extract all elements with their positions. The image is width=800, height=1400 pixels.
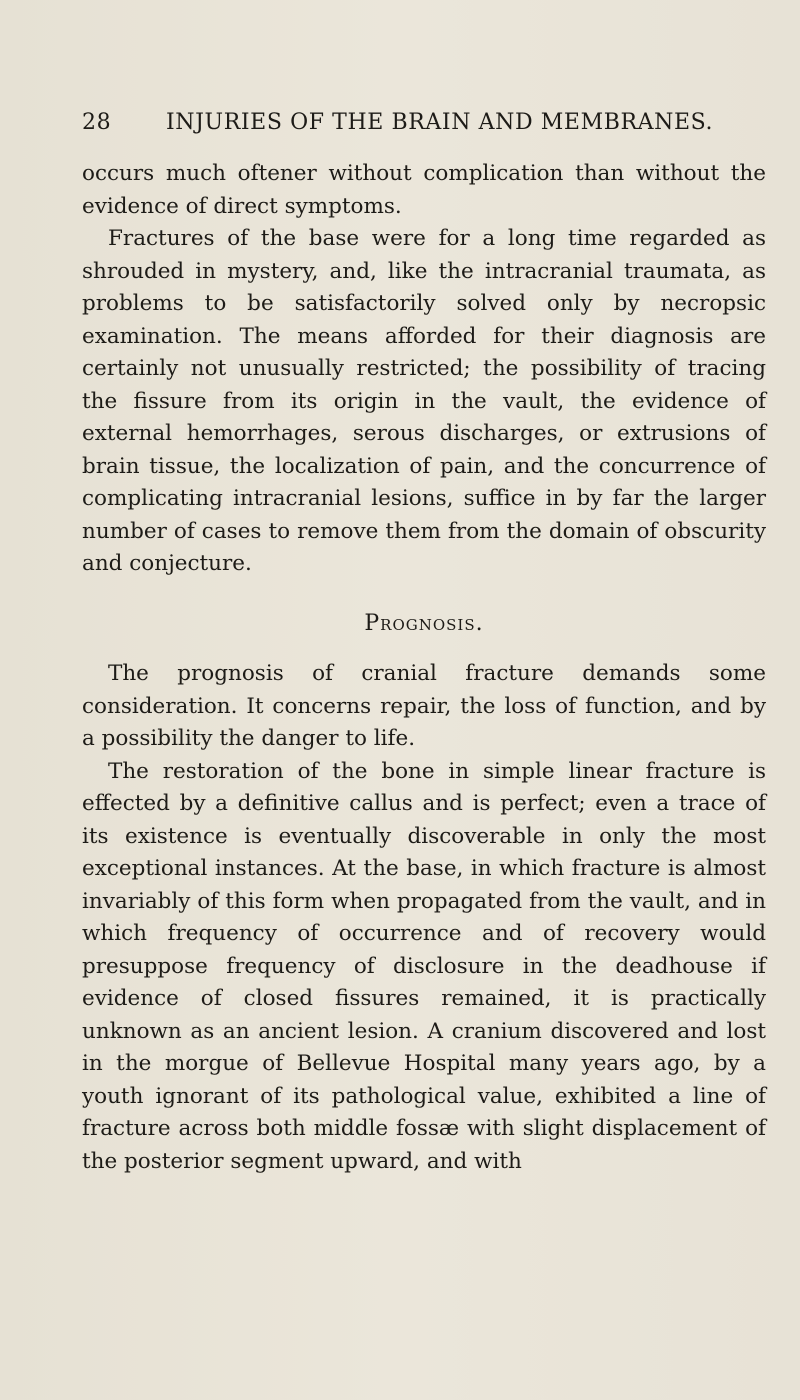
paragraph-prognosis: The prognosis of cranial fracture demands some consideration. It concerns repair, the loss of function, and by a possibility the danger to life. [82,661,766,751]
page-number: 28 [82,110,112,135]
paragraph-fractures-of-base: Fractures of the base were for a long time regarded as shrouded in mystery, and, like the intracranial traumata, as problems to be satisfactorily solved only by necropsic examination. The means afforded for their diagnosis are certainly not unusually restricted; the possibility of tracing the fissure from its origin in the vault, the evidence of external hemorrhages, serous discharges, or extrusions of brain tissue, the localization of pain, and the concurrence of complicating intracranial lesions, suffice in by far the larger number of cases to remove them from the domain of obscurity and conjecture. [82,226,766,576]
body-text [82,158,766,1178]
paragraph-restoration: The restoration of the bone in simple linear fracture is effected by a definitive callus and is perfect; even a trace of its existence is eventually discoverable in only the most exceptional instances. At the base, in which fracture is almost invariably of this form when propagated from the vault, and in which frequency of occurrence and of recovery would presuppose frequency of disclosure in the deadhouse if evidence of closed fissures remained, it is practically unknown as an ancient lesion. A cranium discovered and lost in the morgue of Bellevue Hospital many years ago, by a youth ignorant of its pathological value, exhibited a line of fracture across both middle fossæ with slight displacement of the posterior segment upward, and with [82,758,766,1174]
section-heading-prognosis: Prognosis. [364,610,484,636]
running-head: INJURIES OF THE BRAIN AND MEMBRANES. [166,110,714,135]
paragraph-continuation: occurs much oftener without complication than without the evidence of direct symptoms. [82,161,766,219]
